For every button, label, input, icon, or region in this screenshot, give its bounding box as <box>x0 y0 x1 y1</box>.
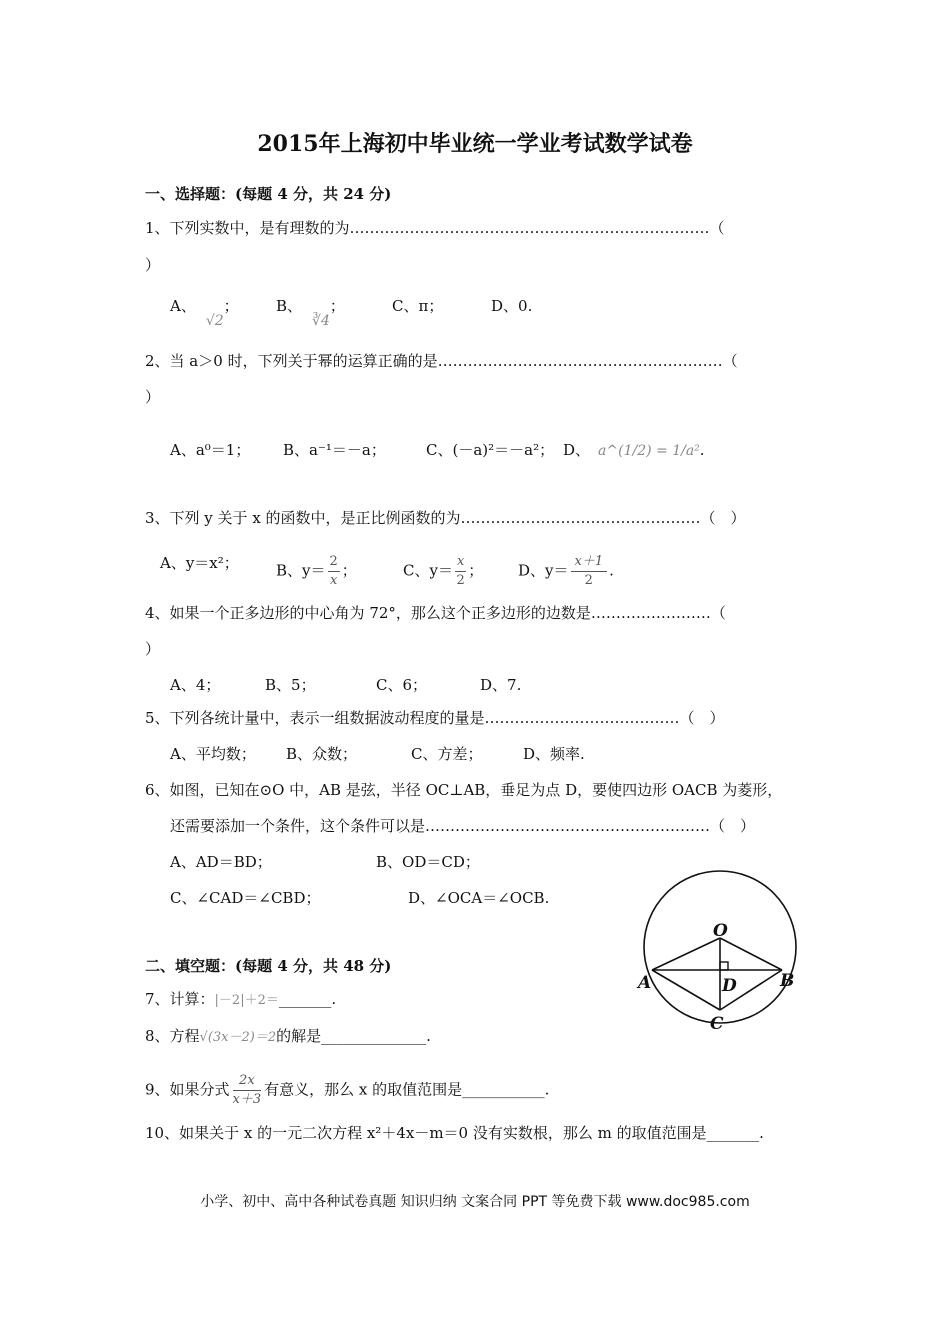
q3-b-denominator: x <box>329 573 338 588</box>
q2-option-b: B、a⁻¹＝－a； <box>283 441 386 459</box>
label-c: C <box>710 1014 724 1034</box>
q3-b-numerator: 2 <box>328 553 340 572</box>
label-d: D <box>722 976 737 996</box>
question-1-stem: 1、下列实数中，是有理数的为………………………………………………………………（ <box>145 219 725 237</box>
q2-option-c: C、(－a)²＝－a²； <box>426 441 555 459</box>
q1-option-b-label: B、 <box>276 297 303 315</box>
question-4-close: ） <box>145 640 161 658</box>
q1-option-c: C、π； <box>392 297 444 315</box>
question-9 <box>145 1072 549 1109</box>
question-7 <box>145 989 336 1011</box>
label-a: A <box>638 973 652 993</box>
q3-d-denominator: 2 <box>584 573 593 588</box>
question-2-close: ） <box>145 388 161 406</box>
footer-note: 小学、初中、高中各种试卷真题 知识归纳 文案合同 PPT 等免费下载 www.doc985.com <box>200 1194 750 1210</box>
q1-option-a-label: A、 <box>170 297 196 315</box>
q9-blank: 有意义，那么 x 的取值范围是___________. <box>264 1080 550 1099</box>
question-5-stem: 5、下列各统计量中，表示一组数据波动程度的量是…………………………………（ ） <box>145 709 725 727</box>
section-heading-fill: 二、填空题：(每题 4 分，共 48 分) <box>145 957 392 975</box>
q5-option-c: C、方差； <box>411 745 483 763</box>
question-1-close: ） <box>145 256 161 274</box>
q3-c-denominator: 2 <box>456 573 465 588</box>
q7-math: |－2|＋2＝ <box>214 993 279 1008</box>
question-6-stem-line2: 还需要添加一个条件，这个条件可以是…………………………………………………（ ） <box>170 817 756 835</box>
q4-option-b: B、5； <box>265 676 316 694</box>
q5-option-d: D、频率. <box>523 745 585 763</box>
segment-ob <box>720 938 782 970</box>
q4-option-a: A、4； <box>170 676 221 694</box>
q2-option-d-math: a^(1/2) = 1/a² <box>598 443 700 459</box>
q9-prefix: 9、如果分式 <box>145 1080 230 1099</box>
q1-option-a-end: ； <box>223 297 239 315</box>
q7-blank: _______. <box>278 990 337 1008</box>
question-4-stem: 4、如果一个正多边形的中心角为 72°，那么这个正多边形的边数是……………………（ <box>145 604 726 622</box>
q1-option-a-math: √2 <box>205 313 224 329</box>
q3-option-d-end: . <box>609 561 614 580</box>
q6-option-b: B、OD＝CD； <box>376 853 480 871</box>
q9-fraction <box>233 1072 262 1109</box>
q2-option-a: A、a⁰＝1； <box>170 441 251 459</box>
segment-ac <box>652 970 720 1010</box>
q3-option-c-end: ； <box>468 561 484 580</box>
q3-option-b-label: B、y＝ <box>276 561 326 580</box>
q3-option-d-label: D、y＝ <box>518 561 569 580</box>
q2-option-d-end: . <box>699 441 705 459</box>
q9-numerator: 2x <box>233 1072 262 1091</box>
q8-prefix: 8、方程 <box>145 1027 200 1045</box>
q3-c-numerator: x <box>455 553 466 572</box>
q4-option-d: D、7. <box>480 676 522 694</box>
q5-option-b: B、众数； <box>286 745 358 763</box>
question-3-stem: 3、下列 y 关于 x 的函数中，是正比例函数的为…………………………………………（ ） <box>145 509 746 527</box>
q3-option-b-end: ； <box>341 561 357 580</box>
segment-oa <box>652 938 720 970</box>
label-o: O <box>713 921 728 941</box>
q3-option-c-label: C、y＝ <box>403 561 453 580</box>
question-6-stem: 6、如图，已知在⊙O 中，AB 是弦，半径 OC⊥AB，垂足为点 D，要使四边形 OACB 为菱形， <box>145 781 783 799</box>
right-angle-mark <box>720 962 728 970</box>
label-b: B <box>780 971 795 991</box>
question-10: 10、如果关于 x 的一元二次方程 x²＋4x－m＝0 没有实数根，那么 m 的取值范围是_______. <box>145 1124 764 1142</box>
q1-option-d: D、0. <box>491 297 533 315</box>
q7-prefix: 7、计算： <box>145 990 215 1008</box>
q3-d-numerator: x＋1 <box>571 553 608 572</box>
q9-denominator: x＋3 <box>232 1092 262 1107</box>
q6-option-a: A、AD＝BD； <box>170 853 272 871</box>
q8-blank: 的解是______________. <box>276 1027 431 1045</box>
q8-math: √(3x－2)＝2 <box>199 1030 277 1045</box>
q4-option-c: C、6； <box>376 676 428 694</box>
page-title: 2015年上海初中毕业统一学业考试数学试卷 <box>257 131 693 157</box>
q6-option-d: D、∠OCA＝∠OCB. <box>408 889 550 907</box>
q2-option-d-label: D、 <box>563 441 591 459</box>
q1-option-b-math: ∛4 <box>312 313 330 329</box>
q5-option-a: A、平均数； <box>170 745 256 763</box>
q6-option-c: C、∠CAD＝∠CBD； <box>170 889 321 907</box>
q3-option-a: A、y＝x²； <box>160 554 239 572</box>
section-heading-choice: 一、选择题：(每题 4 分，共 24 分) <box>145 185 392 203</box>
question-2-stem: 2、当 a＞0 时，下列关于幂的运算正确的是…………………………………………………（ <box>145 352 738 370</box>
q1-option-b-end: ； <box>329 297 345 315</box>
question-8 <box>145 1026 431 1048</box>
